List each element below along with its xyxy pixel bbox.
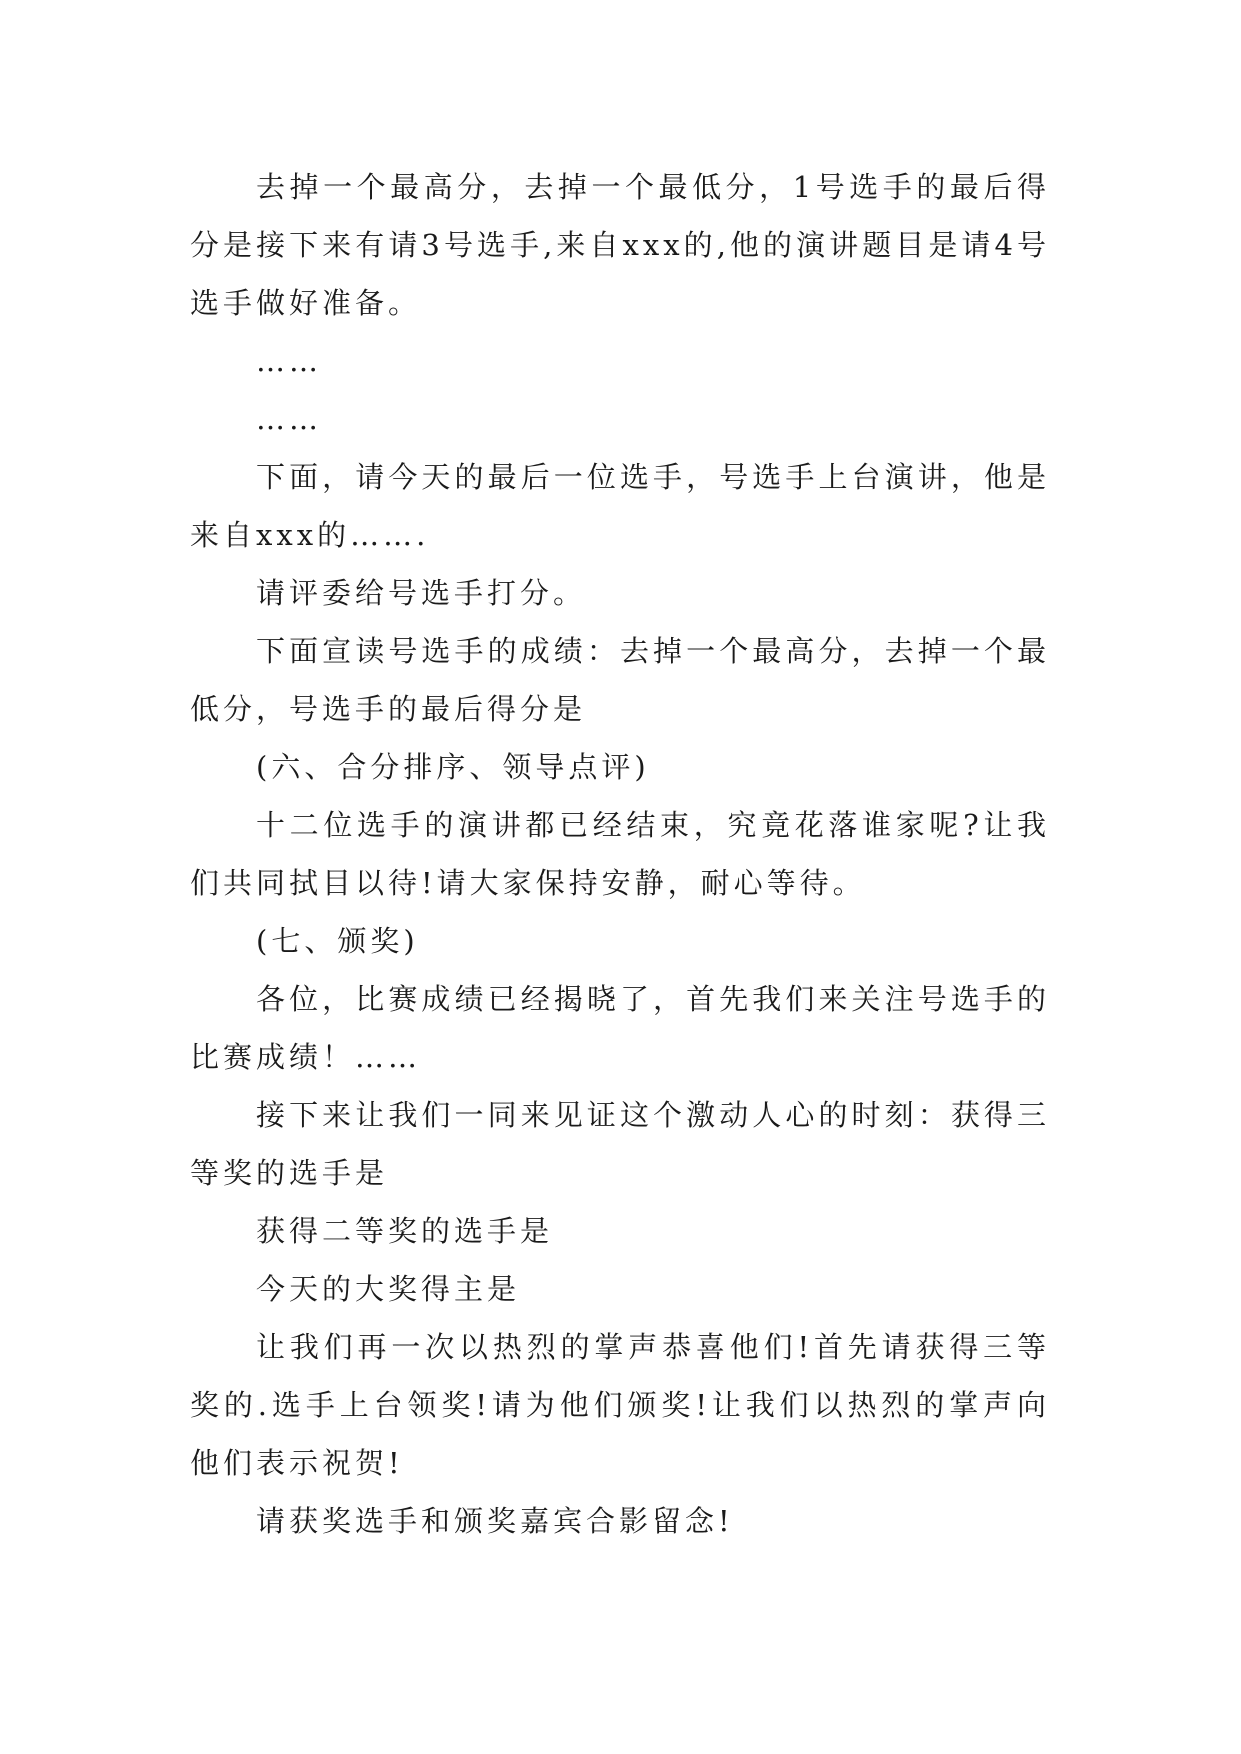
paragraph-score-announcement: 去掉一个最高分，去掉一个最低分，1号选手的最后得分是接下来有请3号选手,来自xxx的,他的演讲题目是请4号选手做好准备。 [190,170,1050,320]
paragraph-group-photo: 请获奖选手和颁奖嘉宾合影留念! [256,1504,734,1538]
paragraph-speeches-ended: 十二位选手的演讲都已经结束，究竟花落谁家呢?让我们共同拭目以待!请大家保持安静，耐心等待。 [190,808,1050,900]
paragraph-ellipsis-1: …… [256,344,322,378]
paragraph-judges-score: 请评委给号选手打分。 [256,576,587,610]
paragraph-results-revealed: 各位，比赛成绩已经揭晓了，首先我们来关注号选手的比赛成绩！…… [190,982,1050,1074]
document-body [190,158,1050,1550]
paragraph-last-contestant: 下面，请今天的最后一位选手，号选手上台演讲，他是来自xxx的……. [190,460,1050,552]
paragraph-congratulations: 让我们再一次以热烈的掌声恭喜他们!首先请获得三等奖的.选手上台领奖!请为他们颁奖!让我们以热烈的掌声向他们表示祝贺! [190,1330,1050,1480]
paragraph-third-prize: 接下来让我们一同来见证这个激动人心的时刻：获得三等奖的选手是 [190,1098,1050,1190]
paragraph-grand-prize: 今天的大奖得主是 [256,1272,521,1306]
section-heading-awards: (七、颁奖) [256,924,419,958]
paragraph-second-prize: 获得二等奖的选手是 [256,1214,554,1248]
paragraph-read-results: 下面宣读号选手的成绩：去掉一个最高分，去掉一个最低分，号选手的最后得分是 [190,634,1050,726]
section-heading-ranking: (六、合分排序、领导点评) [256,750,650,784]
paragraph-ellipsis-2: …… [256,402,322,436]
